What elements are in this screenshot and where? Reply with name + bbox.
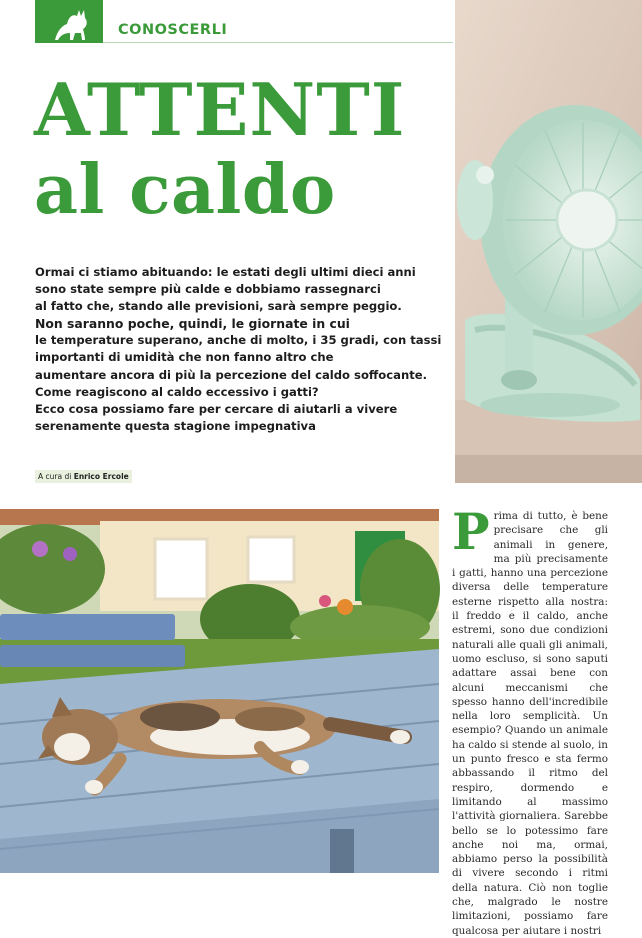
article-title: [34, 67, 454, 230]
section-label: CONOSCERLI: [118, 22, 228, 38]
lead-line: Come reagiscono al caldo eccessivo i gatti?: [35, 384, 319, 399]
drop-cap: P: [452, 502, 490, 561]
article-body-column: [452, 502, 608, 937]
author-credit: [35, 470, 132, 483]
cat-silhouette-icon: [51, 2, 91, 42]
lead-line: al fatto che, stando alle previsioni, sarà sempre peggio.: [35, 299, 402, 314]
title-line-2: al caldo: [34, 150, 336, 230]
cat-lying-on-table-photo: [0, 509, 439, 873]
lead-paragraph: [35, 264, 450, 435]
lead-line: sono state sempre più calde e dobbiamo rassegnarci: [35, 282, 381, 297]
lead-line: le temperature superano, anche di molto, i 35 gradi, con tassi: [35, 333, 442, 348]
lead-line: importanti di umidità che non fanno altro che: [35, 350, 334, 365]
credit-prefix: A cura di: [38, 472, 72, 481]
header-divider: [103, 42, 453, 43]
credit-author: Enrico Ercole: [73, 472, 129, 481]
body-text: rima di tutto, è bene precisare che gli animali in genere, ma più precisamente i gatti, hanno una percezione diversa delle temperature esterne rispetto alla nostra: il freddo e il caldo, anche estremi, sono due condizioni naturali alle quali gli animali, uomo escluso, si sono saputi adattare assai bene con alcuni meccanismi che spesso hanno dell'incredibile nella loro semplicità. Un esempio? Quando un animale ha caldo si stende al suolo, in un punto fresco e sta fermo abbassando il ritmo del respiro, dormendo e limitando al massimo l'attività giornaliera. Sarebbe bello se lo potessimo fare anche noi ma, ormai, abbiamo perso la possibilità di vivere secondo i ritmi della natura. Ciò non toglie che, malgrado le nostre limitazioni, possiamo fare qualcosa per aiutare i nostri: [452, 510, 608, 937]
section-icon-box: [35, 0, 103, 43]
title-line-1: ATTENTI: [34, 67, 406, 152]
lead-line: Ormai ci stiamo abituando: le estati degli ultimi dieci anni: [35, 265, 416, 279]
lead-line: Non saranno poche, quindi, le giornate in cui: [35, 316, 350, 332]
lead-line: aumentare ancora di più la percezione del caldo soffocante.: [35, 367, 428, 382]
lead-line: Ecco cosa possiamo fare per cercare di aiutarli a vivere: [35, 401, 398, 416]
fan-photo: [455, 0, 642, 483]
lead-line: serenamente questa stagione impegnativa: [35, 418, 316, 433]
